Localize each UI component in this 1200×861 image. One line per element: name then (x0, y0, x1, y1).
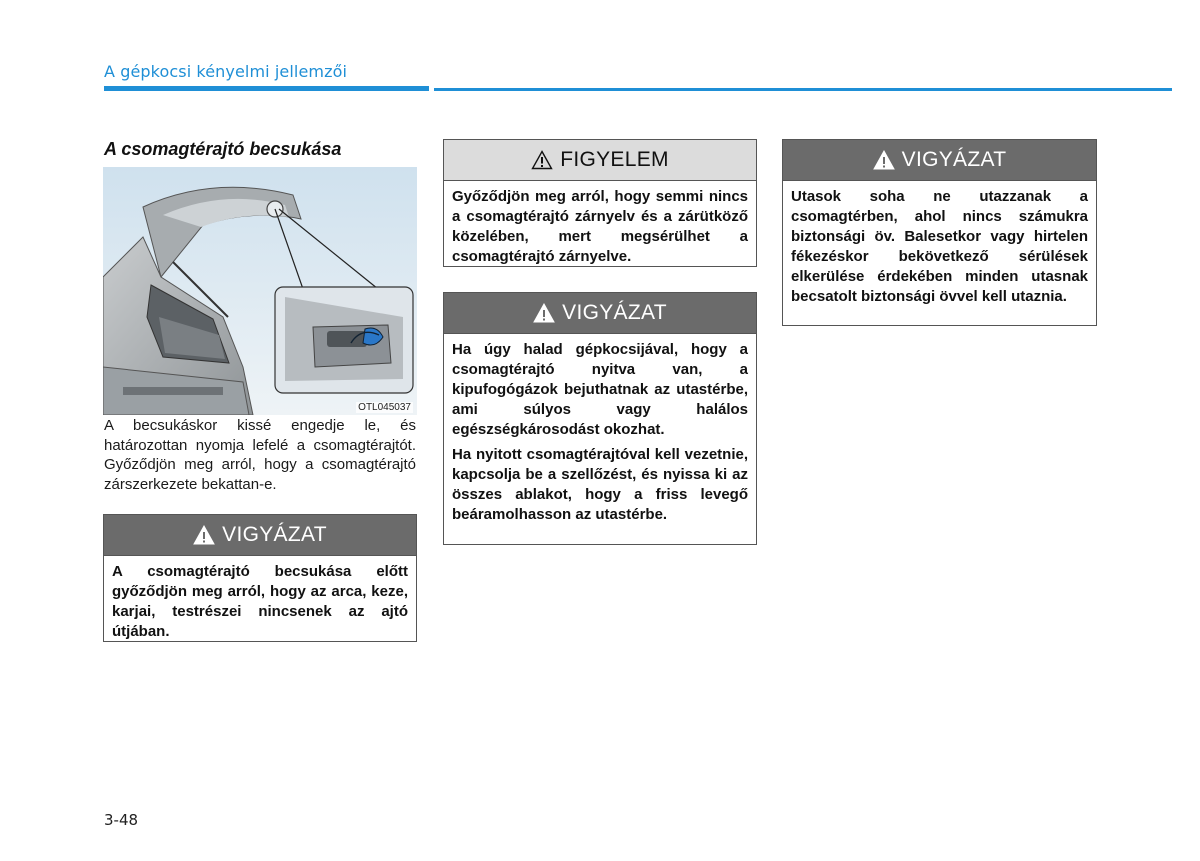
caution-box-exhaust (443, 292, 757, 545)
notice-title: FIGYELEM (560, 148, 669, 171)
running-header: A gépkocsi kényelmi jellemzői (104, 62, 348, 81)
tailgate-drawing (103, 167, 417, 415)
caution-text-ventilation: Ha nyitott csomagtérajtóval kell vezetnie, kapcsolja be a szellőzést, és nyissa ki az összes ablakot, hogy a friss levegő beáramolhasson az utastérbe. (452, 446, 748, 523)
section-heading: A csomagtérajtó becsukása (104, 139, 342, 159)
caution-text: Utasok soha ne utazzanak a csomagtérben, ahol nincs számukra biztonsági öv. Balesetkor vagy hirtelen fékezéskor bekövetkező sérülések elkerülése érdekében minden utasnak becsatolt biztonsági övvel kell utaznia. (791, 188, 1088, 305)
closing-instructions: A becsukáskor kissé engedje le, és határozottan nyomja lefelé a csomagtérajtót. Győződjön meg arról, hogy a csomagtérajtó zárszerkezete bekattan-e. (104, 417, 416, 493)
page-number: 3-48 (104, 811, 139, 829)
caution-title: VIGYÁZAT (222, 523, 327, 546)
header-rule-thick (104, 86, 429, 91)
caution-header (104, 515, 416, 556)
figure-code: OTL045037 (358, 402, 411, 413)
warning-triangle-icon (193, 525, 215, 545)
header-rule-thin (434, 88, 1172, 91)
caution-text-exhaust: Ha úgy halad gépkocsijával, hogy a csomagtérajtó nyitva van, a kipufogógázok bejuthatnak az utastérbe, ami súlyos vagy halálos egészségkárosodást okozhat. (452, 341, 748, 438)
caution-box-passengers (782, 139, 1097, 326)
caution-text: A csomagtérajtó becsukása előtt győződjön meg arról, hogy az arca, keze, karjai, testrészei nincsenek az ajtó útjában. (112, 563, 408, 640)
notice-box-latch (443, 139, 757, 267)
caution-title: VIGYÁZAT (562, 301, 667, 324)
notice-text: Győződjön meg arról, hogy semmi nincs a csomagtérajtó zárnyelv és a zárütköző közelében, mert megsérülhet a csomagtérajtó zárnyelve. (452, 188, 748, 265)
caution-box-face-hands (103, 514, 417, 642)
warning-triangle-icon (531, 150, 553, 170)
warning-triangle-icon (873, 150, 895, 170)
caution-header (444, 293, 756, 334)
caution-header (783, 140, 1096, 181)
tailgate-illustration (103, 167, 417, 415)
caution-title: VIGYÁZAT (901, 148, 1007, 171)
warning-triangle-icon (533, 303, 555, 323)
notice-header (444, 140, 756, 181)
